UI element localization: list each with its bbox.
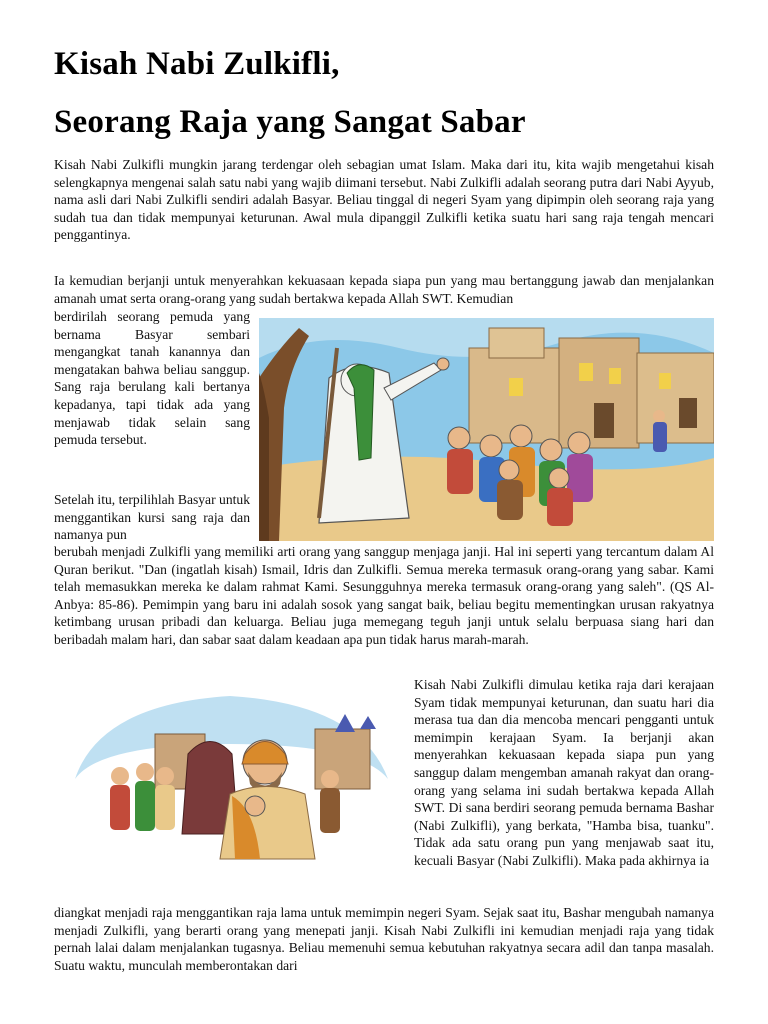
paragraph-story-begins: Kisah Nabi Zulkifli dimulau ketika raja dari kerajaan Syam tidak mempunyai keturunan, dan suatu hari dia merasa tua dan dia mencoba mencari pengganti untuk memimpin kerajaan Syam. Ia berjanji akan menyerahkan kekuasaan kepada siapa pun yang sanggup dalam mengemban amanah rakyat dan orang-orang yang selama ini sudah bertakwa kepada Allah SWT. Di sana berdiri seorang pemuda bernama Bashar (Nabi Zulkifli), yang berkata, "Hamba bisa, tuanku". Tidak ada satu orang pun yang menjawab saat itu, kecuali Basyar (Nabi Zulkifli). Maka pada akhirnya ia xyxy=(414,677,714,868)
illustration-basyar-raising-hand xyxy=(259,318,714,541)
paragraph-name-meaning: berubah menjadi Zulkifli yang memiliki arti orang yang sanggup menjaga janji. Hal ini seperti yang tercantum dalam Al Quran berikut. "Dan (ingatlah kisah) Ismail, Idris dan Zulkifli. Semua mereka termasuk orang-orang yang sabar. Kami telah memasukkan mereka ke dalam rahmat Kami. Sesungguhnya mereka termasuk orang-orang yang saleh". (QS Al-Anbya: 85-86). Pemimpin yang baru ini adalah sosok yang sangat baik, beliau begitu mementingkan urusan rakyatnya ketimbang urusan pribadi dan keluarga. Beliau juga memegang teguh janji untuk selalu berpuasa siang hari dan beribadah malam hari, dan sabar saat dalam keadaan apa pun tidak harus marah-marah. xyxy=(54,544,714,647)
title-line-2: Seorang Raja yang Sangat Sabar xyxy=(54,104,526,140)
title-line-1: Kisah Nabi Zulkifli, xyxy=(54,46,340,82)
paragraph-becomes-king: diangkat menjadi raja menggantikan raja lama untuk memimpin negeri Syam. Sejak saat itu, Bashar mengubah namanya menjadi Zulkifli, yang berarti orang yang menepati janji. Kisah Nabi Zulkifli ini kemudian menjadi raja yang tidak pernah lalai dalam menjalankan tugasnya. Beliau memenuhi semua kebutuhan rakyatnya secara adil dan tanpa masalah. Suatu waktu, munculah memberontakan dari xyxy=(54,905,714,973)
paragraph-intro: Kisah Nabi Zulkifli mungkin jarang terdengar oleh sebagian umat Islam. Maka dari itu, kita wajib mengetahui kisah selengkapnya mengenai salah satu nabi yang wajib diimani tersebut. Nabi Zulkifli adalah seorang putra dari Nabi Ayyub, nama asli dari Nabi Zulkifli sendiri adalah Basyar. Beliau tinggal di negeri Syam yang dipimpin oleh seorang raja yang sudah tua dan tidak mempunyai keturunan. Awal mula dipanggil Zulkifli ketika suatu hari sang raja tengah mencari penggantinya. xyxy=(54,157,714,243)
paragraph-promise: Ia kemudian berjanji untuk menyerahkan kekuasaan kepada siapa pun yang mau bertanggung jawab dan menjalankan amanah umat serta orang-orang yang sudah bertakwa kepada Allah SWT. Kemudian xyxy=(54,273,714,306)
paragraph-basyar-chosen: Setelah itu, terpilihlah Basyar untuk menggantikan kursi sang raja dan namanya pun xyxy=(54,492,250,543)
illustration-crowd xyxy=(60,684,400,864)
paragraph-basyar-stands: berdirilah seorang pemuda yang bernama Basyar sembari mengangkat tanah kanannya dan mengatakan bahwa beliau sanggup. Sang raja berulang kali bertanya kepadanya, tapi tidak ada yang menjawab tidak selain sang pemuda tersebut. xyxy=(54,309,250,448)
